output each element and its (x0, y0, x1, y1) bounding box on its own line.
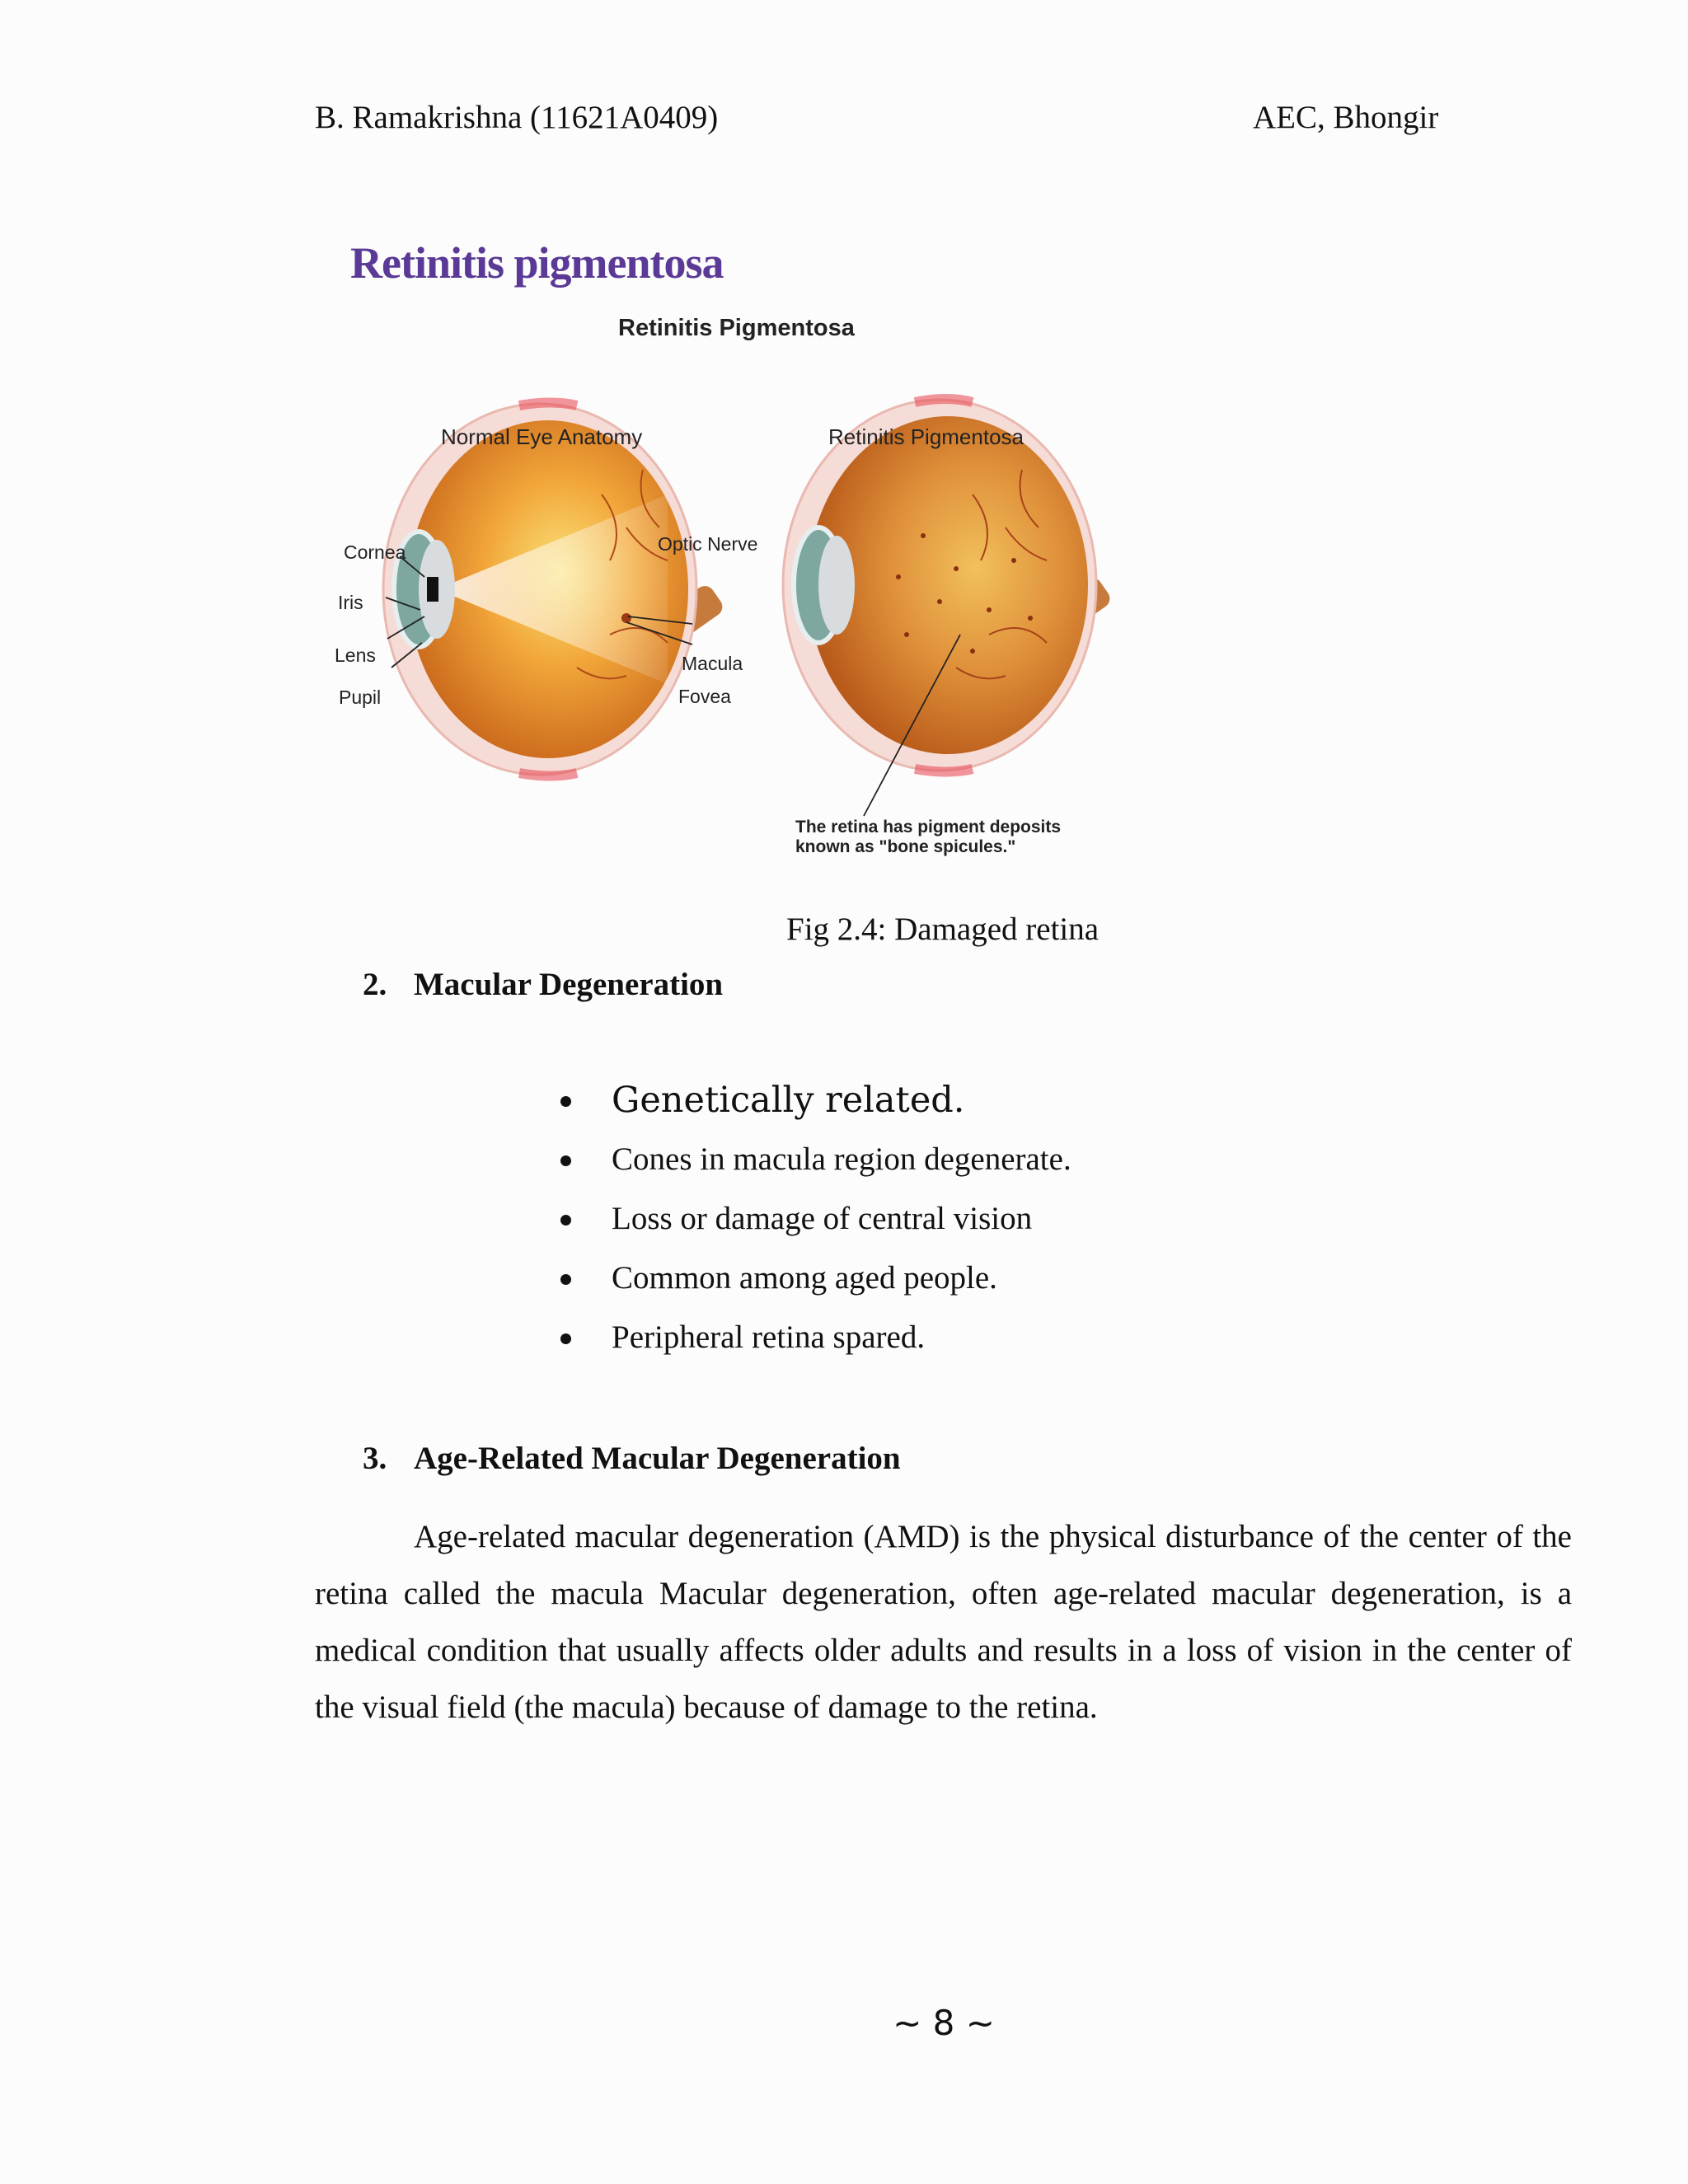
panel-title-retinitis: Retinitis Pigmentosa (828, 424, 1024, 449)
label-optic-nerve: Optic Nerve (658, 533, 758, 555)
label-lens: Lens (335, 644, 376, 666)
list-item: Loss or damage of central vision (560, 1198, 1071, 1258)
section-3-heading (363, 1440, 901, 1477)
section-2-title: Macular Degeneration (414, 967, 724, 1002)
normal-eye (383, 403, 726, 776)
header-institution: AEC, Bhongir (1253, 100, 1439, 135)
panel-title-normal: Normal Eye Anatomy (441, 424, 643, 449)
label-pupil: Pupil (339, 687, 382, 708)
figure-subtitle: Retinitis Pigmentosa (618, 315, 855, 341)
section-2-heading (363, 966, 723, 1003)
retinitis-figure (330, 223, 1113, 890)
label-macula: Macula (682, 653, 743, 674)
label-cornea: Cornea (344, 541, 406, 563)
section-3-number: 3. (363, 1441, 387, 1476)
figure-note-line-2: known as "bone spicules." (795, 837, 1016, 856)
figure-heading: Retinitis pigmentosa (350, 238, 724, 288)
label-iris: Iris (338, 592, 363, 613)
list-item: Peripheral retina spared. (560, 1317, 1071, 1376)
page-number: ~ 8 ~ (893, 2003, 995, 2043)
section-2-number: 2. (363, 967, 387, 1002)
list-item: Common among aged people. (560, 1258, 1071, 1317)
figure-caption: Fig 2.4: Damaged retina (786, 912, 1100, 947)
amd-paragraph: Age-related macular degeneration (AMD) is the physical disturbance of the center of the retina called the macula Macular degeneration, often age-related macular degeneration, is a medical condition that usually affects older adults and results in a loss of vision in the center of the visual field (the macula) because of damage to the retina. (315, 1519, 1572, 1725)
section-3-title: Age-Related Macular Degeneration (414, 1441, 901, 1476)
list-item: Cones in macula region degenerate. (560, 1139, 1071, 1198)
header-author: B. Ramakrishna (11621A0409) (315, 100, 719, 135)
bullet-list (560, 1080, 1071, 1376)
retinitis-eye (783, 399, 1113, 816)
figure-note-line-1: The retina has pigment deposits (795, 818, 1062, 837)
list-item: Genetically related. (560, 1080, 1071, 1139)
label-fovea: Fovea (678, 686, 731, 707)
